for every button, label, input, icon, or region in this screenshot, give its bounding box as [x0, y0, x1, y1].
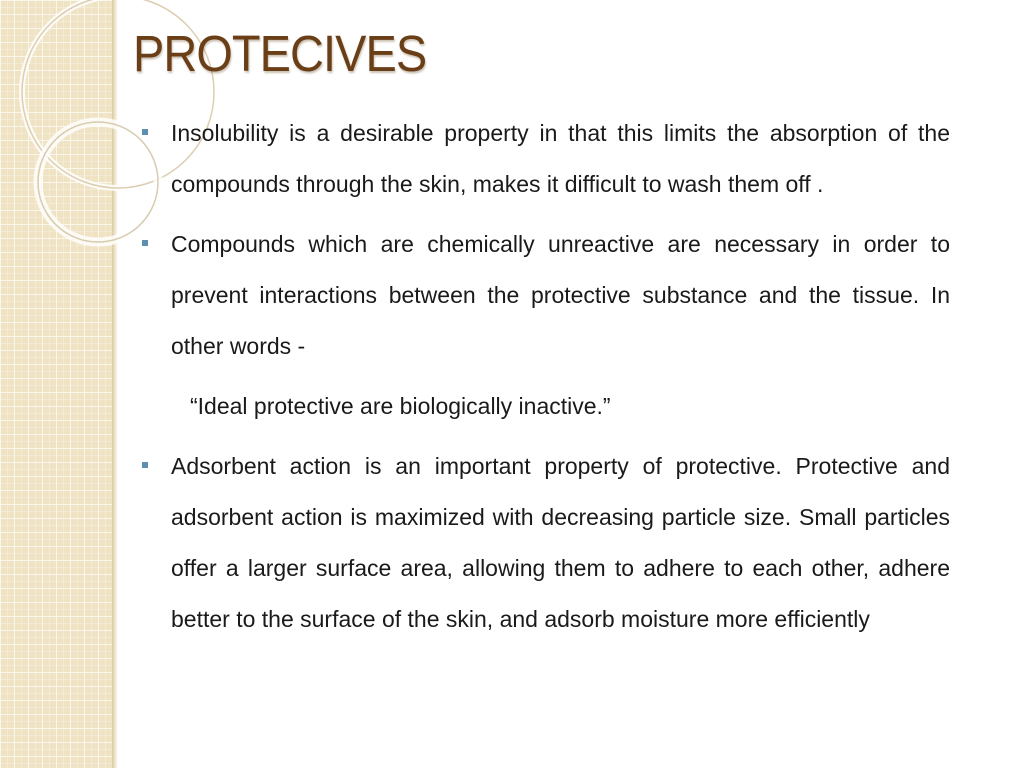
slide-title: PROTECIVES: [133, 25, 427, 82]
square-bullet-icon: [142, 462, 148, 468]
bullet-text: Compounds which are chemically unreactive are necessary in order to prevent interactions between the protective substance and the tissue. In other words -: [171, 231, 950, 359]
bullet-item: [140, 108, 950, 210]
bullet-text: Adsorbent action is an important property of protective. Protective and adsorbent action is maximized with decreasing particle size. Small particles offer a larger surface area, allowing them to adhere to each other, adhere better to the surface of the skin, and adsorb moisture more efficiently: [171, 453, 950, 632]
bullet-text: Insolubility is a desirable property in that this limits the absorption of the compounds through the skin, makes it difficult to wash them off .: [171, 120, 950, 197]
bullet-item: [140, 441, 950, 645]
bullet-item: [140, 219, 950, 372]
square-bullet-icon: [142, 129, 148, 135]
slide-content: [140, 108, 950, 654]
square-bullet-icon: [142, 240, 148, 246]
quote-text: “Ideal protective are biologically inactive.”: [190, 393, 611, 419]
